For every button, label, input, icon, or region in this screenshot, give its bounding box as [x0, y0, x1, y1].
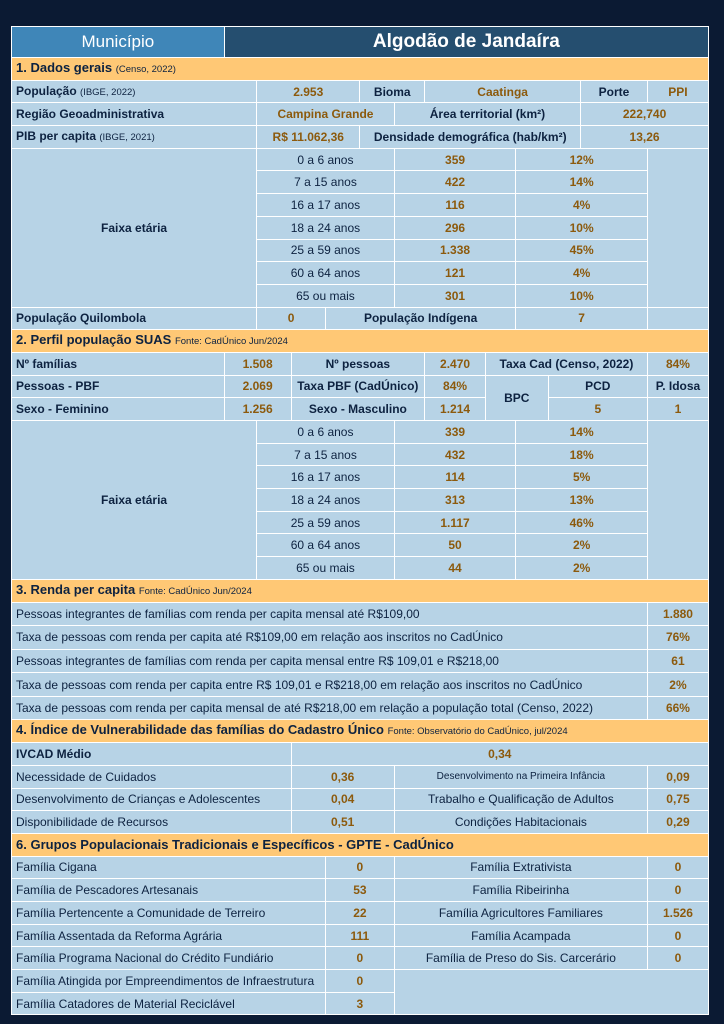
- pcd-value: 5: [548, 398, 647, 421]
- age-range: 25 a 59 anos: [257, 239, 395, 262]
- empty-cell: [647, 421, 708, 580]
- age-count: 114: [394, 466, 516, 489]
- pbf-value: 2.069: [224, 375, 291, 398]
- renda-row-label: Pessoas integrantes de famílias com renda per capita mensal até R$109,00: [12, 602, 648, 626]
- renda-row-value: 1.880: [647, 602, 708, 626]
- section-6-header: 6. Grupos Populacionais Tradicionais e Específicos - GPTE - CadÚnico: [12, 833, 709, 856]
- gpte-label: Família Pertencente a Comunidade de Terreiro: [12, 901, 326, 924]
- age-percent: 18%: [516, 443, 648, 466]
- ivcad-dimension-label: Desenvolvimento de Crianças e Adolescentes: [12, 788, 292, 811]
- idosa-value: 1: [647, 398, 708, 421]
- age-range: 65 ou mais: [257, 284, 395, 307]
- gpte-value: 0: [325, 970, 394, 993]
- gpte-value: 0: [325, 856, 394, 879]
- age-range: 18 a 24 anos: [257, 216, 395, 239]
- taxacad-value: 84%: [647, 352, 708, 375]
- renda-row-label: Taxa de pessoas com renda per capita mensal de até R$218,00 em relação a população total (Censo, 2022): [12, 696, 648, 720]
- age-range: 0 a 6 anos: [257, 148, 395, 171]
- faixa-etaria-label: Faixa etária: [12, 421, 257, 580]
- data-table: [11, 26, 709, 1015]
- gpte-label: Família Cigana: [12, 856, 326, 879]
- taxacad-label: Taxa Cad (Censo, 2022): [485, 352, 647, 375]
- ivcad-dimension-value: 0,29: [647, 811, 708, 834]
- gpte-value: 3: [325, 992, 394, 1015]
- porte-value: PPI: [647, 80, 708, 103]
- age-count: 313: [394, 489, 516, 512]
- age-range: 65 ou mais: [257, 557, 395, 580]
- ivcad-dimension-label: Disponibilidade de Recursos: [12, 811, 292, 834]
- indigena-value: 7: [516, 307, 648, 330]
- section-4-header: 4. Índice de Vulnerabilidade das famílias do Cadastro Único Fonte: Observatório do CadÚnico, jul/2024: [12, 720, 709, 743]
- age-percent: 10%: [516, 284, 648, 307]
- renda-row-label: Pessoas integrantes de famílias com renda per capita mensal entre R$ 109,01 e R$218,00: [12, 649, 648, 673]
- age-range: 18 a 24 anos: [257, 489, 395, 512]
- area-value: 222,740: [581, 103, 709, 126]
- gpte-label: Família Atingida por Empreendimentos de Infraestrutura: [12, 970, 326, 993]
- pessoas-label: Nº pessoas: [291, 352, 425, 375]
- age-range: 25 a 59 anos: [257, 511, 395, 534]
- ivcad-label: IVCAD Médio: [12, 743, 292, 766]
- ivcad-dimension-label: Desenvolvimento na Primeira Infância: [394, 765, 647, 788]
- gpte-label: Família Extrativista: [394, 856, 647, 879]
- gpte-label: Família Ribeirinha: [394, 879, 647, 902]
- taxapbf-label: Taxa PBF (CadÚnico): [291, 375, 425, 398]
- age-range: 60 a 64 anos: [257, 262, 395, 285]
- gpte-label: Família de Pescadores Artesanais: [12, 879, 326, 902]
- pcd-label: PCD: [548, 375, 647, 398]
- masculino-value: 1.214: [425, 398, 486, 421]
- age-count: 432: [394, 443, 516, 466]
- gpte-value: 22: [325, 901, 394, 924]
- idosa-label: P. Idosa: [647, 375, 708, 398]
- renda-row-value: 2%: [647, 673, 708, 697]
- feminino-label: Sexo - Feminino: [12, 398, 225, 421]
- empty-cell: [647, 148, 708, 307]
- gpte-label: Família de Preso do Sis. Carcerário: [394, 947, 647, 970]
- regiao-value: Campina Grande: [257, 103, 395, 126]
- empty-cell: [647, 307, 708, 330]
- age-percent: 45%: [516, 239, 648, 262]
- age-range: 7 a 15 anos: [257, 443, 395, 466]
- age-count: 301: [394, 284, 516, 307]
- renda-row-value: 61: [647, 649, 708, 673]
- renda-row-label: Taxa de pessoas com renda per capita entre R$ 109,01 e R$218,00 em relação aos inscritos no CadÚnico: [12, 673, 648, 697]
- age-count: 50: [394, 534, 516, 557]
- feminino-value: 1.256: [224, 398, 291, 421]
- gpte-value: 0: [647, 947, 708, 970]
- age-percent: 4%: [516, 194, 648, 217]
- gpte-value: 0: [647, 924, 708, 947]
- familias-value: 1.508: [224, 352, 291, 375]
- ivcad-dimension-label: Condições Habitacionais: [394, 811, 647, 834]
- gpte-label: Família Acampada: [394, 924, 647, 947]
- porte-label: Porte: [581, 80, 648, 103]
- ivcad-dimension-label: Necessidade de Cuidados: [12, 765, 292, 788]
- gpte-value: 0: [325, 947, 394, 970]
- age-percent: 14%: [516, 171, 648, 194]
- age-percent: 12%: [516, 148, 648, 171]
- age-count: 339: [394, 421, 516, 444]
- age-range: 0 a 6 anos: [257, 421, 395, 444]
- age-percent: 2%: [516, 557, 648, 580]
- empty-cell: [394, 970, 708, 1015]
- age-count: 422: [394, 171, 516, 194]
- age-range: 16 a 17 anos: [257, 194, 395, 217]
- masculino-label: Sexo - Masculino: [291, 398, 425, 421]
- pbf-label: Pessoas - PBF: [12, 375, 225, 398]
- section-2-header: 2. Perfil população SUAS Fonte: CadÚnico Jun/2024: [12, 330, 709, 353]
- area-label: Área territorial (km²): [394, 103, 580, 126]
- gpte-value: 0: [647, 856, 708, 879]
- gpte-label: Família Programa Nacional do Crédito Fundiário: [12, 947, 326, 970]
- age-count: 359: [394, 148, 516, 171]
- age-percent: 10%: [516, 216, 648, 239]
- bioma-label: Bioma: [360, 80, 425, 103]
- age-count: 1.338: [394, 239, 516, 262]
- municipio-name: Algodão de Jandaíra: [224, 27, 708, 58]
- gpte-label: Família Agricultores Familiares: [394, 901, 647, 924]
- ivcad-dimension-value: 0,51: [291, 811, 394, 834]
- pib-label: PIB per capita (IBGE, 2021): [12, 126, 257, 149]
- age-count: 44: [394, 557, 516, 580]
- pessoas-value: 2.470: [425, 352, 486, 375]
- quilombola-value: 0: [257, 307, 326, 330]
- age-count: 121: [394, 262, 516, 285]
- populacao-label: População (IBGE, 2022): [12, 80, 257, 103]
- municipio-label: Município: [12, 27, 225, 58]
- age-count: 296: [394, 216, 516, 239]
- faixa-etaria-label: Faixa etária: [12, 148, 257, 307]
- pib-value: R$ 11.062,36: [257, 126, 360, 149]
- age-range: 60 a 64 anos: [257, 534, 395, 557]
- section-3-header: 3. Renda per capita Fonte: CadÚnico Jun/2024: [12, 579, 709, 602]
- age-count: 116: [394, 194, 516, 217]
- gpte-value: 0: [647, 879, 708, 902]
- gpte-label: Família Catadores de Material Reciclável: [12, 992, 326, 1015]
- age-range: 7 a 15 anos: [257, 171, 395, 194]
- age-percent: 46%: [516, 511, 648, 534]
- age-count: 1.117: [394, 511, 516, 534]
- bpc-label: BPC: [485, 375, 548, 420]
- bioma-value: Caatinga: [425, 80, 581, 103]
- age-range: 16 a 17 anos: [257, 466, 395, 489]
- gpte-label: Família Assentada da Reforma Agrária: [12, 924, 326, 947]
- renda-row-label: Taxa de pessoas com renda per capita até R$109,00 em relação aos inscritos no CadÚnico: [12, 626, 648, 650]
- ivcad-dimension-value: 0,75: [647, 788, 708, 811]
- regiao-label: Região Geoadministrativa: [12, 103, 257, 126]
- gpte-value: 111: [325, 924, 394, 947]
- ivcad-dimension-value: 0,04: [291, 788, 394, 811]
- age-percent: 2%: [516, 534, 648, 557]
- indigena-label: População Indígena: [325, 307, 515, 330]
- densidade-label: Densidade demográfica (hab/km²): [360, 126, 581, 149]
- age-percent: 5%: [516, 466, 648, 489]
- gpte-value: 53: [325, 879, 394, 902]
- gpte-value: 1.526: [647, 901, 708, 924]
- age-percent: 14%: [516, 421, 648, 444]
- age-percent: 13%: [516, 489, 648, 512]
- renda-row-value: 76%: [647, 626, 708, 650]
- populacao-value: 2.953: [257, 80, 360, 103]
- ivcad-dimension-label: Trabalho e Qualificação de Adultos: [394, 788, 647, 811]
- renda-row-value: 66%: [647, 696, 708, 720]
- age-percent: 4%: [516, 262, 648, 285]
- ivcad-dimension-value: 0,09: [647, 765, 708, 788]
- taxapbf-value: 84%: [425, 375, 486, 398]
- section-1-header: 1. Dados gerais (Censo, 2022): [12, 58, 709, 81]
- densidade-value: 13,26: [581, 126, 709, 149]
- ivcad-dimension-value: 0,36: [291, 765, 394, 788]
- quilombola-label: População Quilombola: [12, 307, 257, 330]
- municipal-data-sheet: [11, 26, 709, 1015]
- familias-label: Nº famílias: [12, 352, 225, 375]
- ivcad-value: 0,34: [291, 743, 708, 766]
